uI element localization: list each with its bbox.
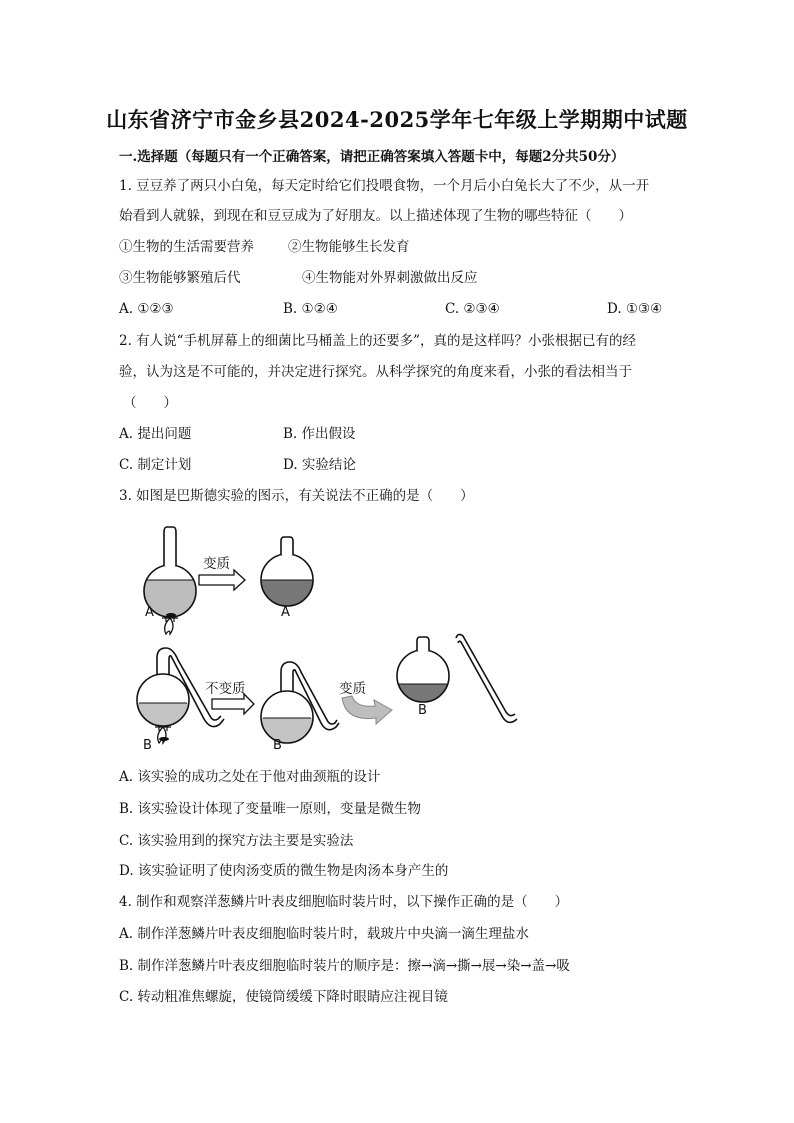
q1-stem-line1: 1. 豆豆养了两只小白兔，每天定时给它们投喂食物，一个月后小白兔长大了不少，从一开 xyxy=(119,178,650,194)
flask-b-label-3: B xyxy=(418,703,427,718)
q4-stem: 4. 制作和观察洋葱鳞片叶表皮细胞临时装片时，以下操作正确的是（ ） xyxy=(119,894,569,910)
q2-option-a[interactable]: A. 提出问题 xyxy=(119,426,192,442)
q1-feature-2: ②生物能够生长发育 xyxy=(288,239,410,255)
q2-stem-line3: （ ） xyxy=(123,395,177,411)
not-spoiled-label: 不变质 xyxy=(205,681,246,697)
q1-stem-line2: 始看到人就躲，到现在和豆豆成为了好朋友。以上描述体现了生物的哪些特征（ ） xyxy=(119,208,632,224)
q3-option-c[interactable]: C. 该实验用到的探究方法主要是实验法 xyxy=(119,833,354,849)
arrow-not-spoiled xyxy=(212,694,254,714)
spoiled-label-b: 变质 xyxy=(339,681,366,697)
q2-option-d[interactable]: D. 实验结论 xyxy=(283,457,356,473)
q1-option-b[interactable]: B. ①②④ xyxy=(283,301,338,317)
q3-stem: 3. 如图是巴斯德实验的图示，有关说法不正确的是（ ） xyxy=(119,488,474,504)
q3-option-a[interactable]: A. 该实验的成功之处在于他对曲颈瓶的设计 xyxy=(119,769,381,785)
q1-option-d[interactable]: D. ①③④ xyxy=(607,301,663,317)
flask-b-label-2: B xyxy=(273,738,282,753)
section-heading: 一.选择题（每题只有一个正确答案，请把正确答案填入答题卡中，每题2分共50分） xyxy=(119,149,625,165)
q2-stem-line2: 验，认为这是不可能的，并决定进行探究。从科学探究的角度来看，小张的看法相当于 xyxy=(119,364,632,380)
q2-option-c[interactable]: C. 制定计划 xyxy=(119,457,192,473)
q4-option-b[interactable]: B. 制作洋葱鳞片叶表皮细胞临时装片的顺序是：擦→滴→撕→展→染→盖→吸 xyxy=(119,958,570,974)
q1-option-a[interactable]: A. ①②③ xyxy=(119,301,174,317)
flask-b-label-1: B xyxy=(143,738,152,753)
q1-feature-4: ④生物能对外界刺激做出反应 xyxy=(302,270,478,286)
q2-stem-line1: 2. 有人说“手机屏幕上的细菌比马桶盖上的还要多”，真的是这样吗？小张根据已有的经 xyxy=(119,333,636,349)
q2-option-b[interactable]: B. 作出假设 xyxy=(283,426,356,442)
detached-swan-neck xyxy=(456,634,517,722)
q1-option-c[interactable]: C. ②③④ xyxy=(445,301,500,317)
flask-a-label-2: A xyxy=(281,605,290,620)
arrow-spoiled-a xyxy=(199,570,245,590)
flask-a-label-1: A xyxy=(145,605,154,620)
q3-option-d[interactable]: D. 该实验证明了使肉汤变质的微生物是肉汤本身产生的 xyxy=(119,863,449,879)
flask-b-result xyxy=(261,662,339,744)
exam-title: 山东省济宁市金乡县2024-2025学年七年级上学期期中试题 xyxy=(106,107,688,132)
q1-feature-3: ③生物能够繁殖后代 xyxy=(119,270,241,286)
curved-arrow-spoiled xyxy=(342,696,392,724)
flask-b-broken-neck xyxy=(397,637,449,704)
q1-feature-1: ①生物的生活需要营养 xyxy=(119,239,254,255)
q4-option-c[interactable]: C. 转动粗准焦螺旋，使镜筒缓缓下降时眼睛应注视目镜 xyxy=(119,989,448,1005)
spoiled-label-a: 变质 xyxy=(203,556,230,572)
q4-option-a[interactable]: A. 制作洋葱鳞片叶表皮细胞临时装片时，载玻片中央滴一滴生理盐水 xyxy=(119,926,529,942)
q3-option-b[interactable]: B. 该实验设计体现了变量唯一原则，变量是微生物 xyxy=(119,801,422,817)
flask-a-result xyxy=(260,537,316,610)
